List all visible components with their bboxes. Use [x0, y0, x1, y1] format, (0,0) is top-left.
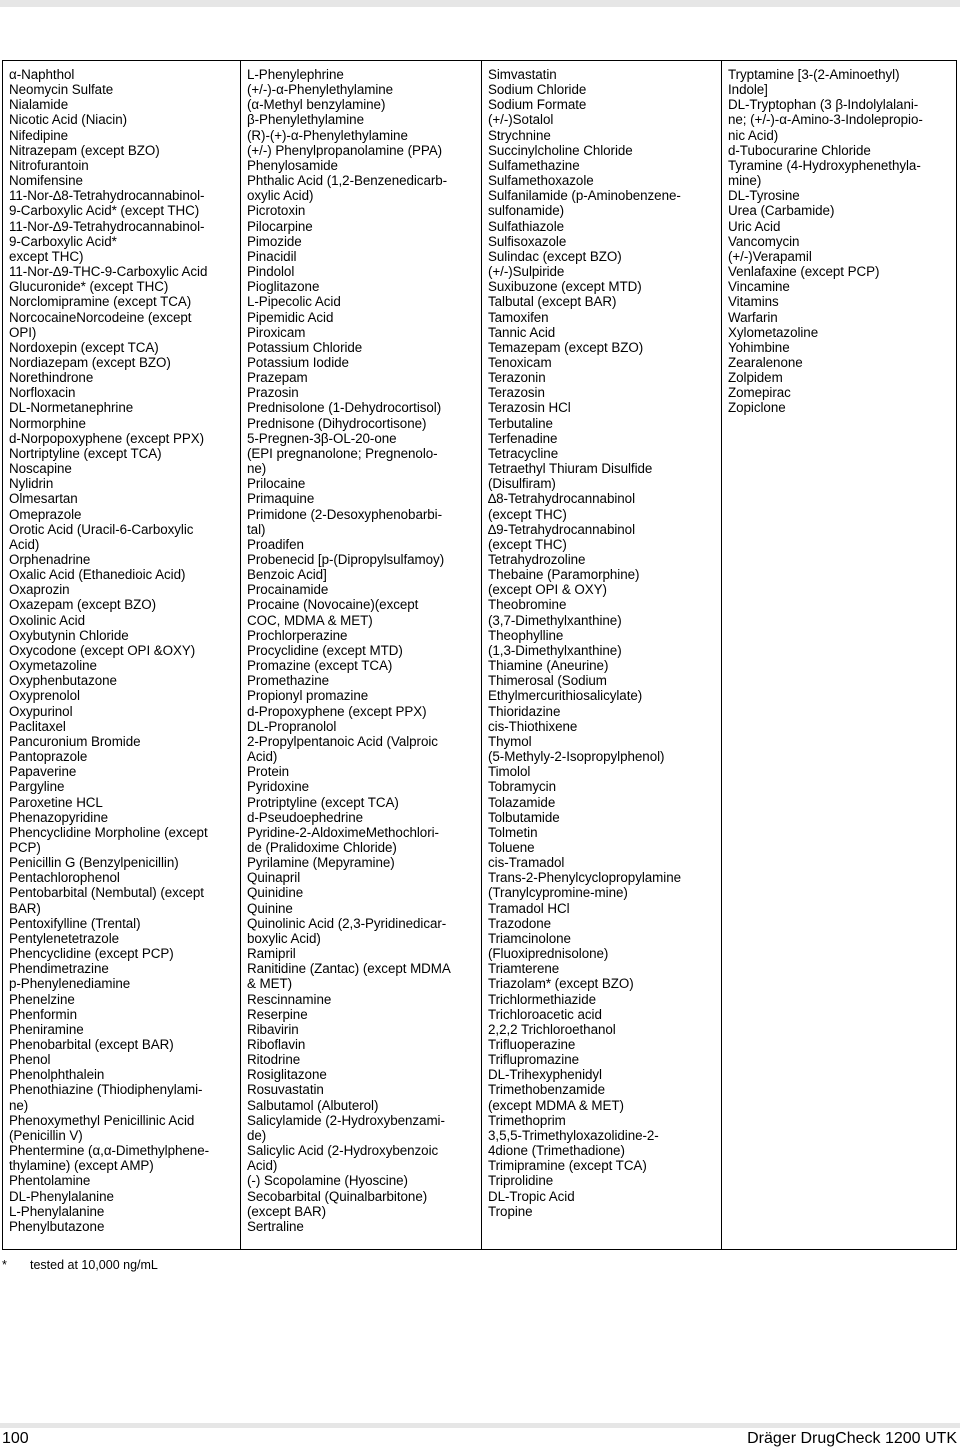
substance-entry: p-Phenylenediamine	[9, 976, 131, 992]
substance-entry: Phendimetrazine	[9, 961, 109, 977]
substance-entry: Sertraline	[247, 1218, 304, 1234]
substance-entry: Theobromine (3,7-Dimethylxanthine)	[488, 597, 622, 628]
substance-entry: Nitrazepam (except BZO)	[9, 142, 160, 158]
substance-entry: L-Pipecolic Acid	[247, 294, 341, 310]
substance-entry: Prochlorperazine	[247, 627, 348, 643]
substance-entry: Triamterene	[488, 961, 560, 977]
substance-entry: β-Phenylethylamine	[247, 112, 364, 128]
substance-entry: d-Norpopoxyphene (except PPX)	[9, 430, 205, 446]
substance-entry: Pantoprazole	[9, 749, 88, 765]
substance-entry: Oxybutynin Chloride	[9, 627, 129, 643]
substance-entry: Procaine (Novocaine)(except COC, MDMA & MET)	[247, 597, 419, 628]
substance-entry: Phenolphthalein	[9, 1067, 105, 1083]
substance-entry: Prazosin	[247, 385, 299, 401]
substance-entry: Triflupromazine	[488, 1052, 580, 1068]
substance-entry: Olmesartan	[9, 491, 78, 507]
page-number: 100	[2, 1430, 29, 1447]
substance-entry: DL-Tryptophan (3 β-Indolylalani- ne; (+/-)-α-Amino-3-Indolepropio- nic Acid)	[728, 97, 923, 143]
footnote-mark: *	[2, 1258, 7, 1272]
substance-entry: cis-Thiothixene	[488, 718, 578, 734]
substance-entry: Phentermine (α,α-Dimethylphene- thylamine) (except AMP)	[9, 1143, 209, 1174]
top-rule	[0, 0, 960, 7]
substance-entry: Sulfamethoxazole	[488, 173, 594, 189]
substance-entry: (+/-) Phenylpropanolamine (PPA)	[247, 142, 443, 158]
substance-entry: Trimethobenzamide (except MDMA & MET)	[488, 1082, 624, 1113]
substance-entry: Noscapine	[9, 461, 72, 477]
substance-entry: Nialamide	[9, 97, 69, 113]
substance-entry: Vitamins	[728, 294, 779, 310]
substance-entry: Zolpidem	[728, 370, 783, 386]
substance-entry: Nitrofurantoin	[9, 157, 89, 173]
substance-entry: Succinylcholine Chloride	[488, 142, 633, 158]
substance-entry: Nordoxepin (except TCA)	[9, 339, 159, 355]
substance-entry: Prazepam	[247, 370, 308, 386]
substance-entry: Norfloxacin	[9, 385, 76, 401]
substance-entry: Pilocarpine	[247, 218, 313, 234]
substance-entry: Warfarin	[728, 309, 778, 325]
substance-entry: Neomycin Sulfate	[9, 82, 114, 98]
substance-entry: 5-Pregnen-3β-OL-20-one (EPI pregnanolone; Pregnenolo- ne)	[247, 430, 438, 477]
substance-entry: Prednisolone (1-Dehydrocortisol)	[247, 400, 442, 416]
substance-entry: Oxyprenolol	[9, 688, 80, 704]
substance-entry: d-Pseudoephedrine	[247, 809, 364, 825]
substance-entry: (+/-)-α-Phenylethylamine (α-Methyl benzylamine)	[247, 82, 394, 113]
substance-entry: Yohimbine	[728, 339, 790, 355]
substance-entry: Terazosin HCl	[488, 400, 571, 416]
substance-entry: Strychnine	[488, 127, 551, 143]
substance-entry: Uric Acid	[728, 218, 781, 234]
substance-entry: Nicotic Acid (Niacin)	[9, 112, 128, 128]
substance-entry: Nylidrin	[9, 476, 54, 492]
substance-entry: Trazodone	[488, 915, 552, 931]
substance-entry: Paroxetine HCL	[9, 794, 103, 810]
substance-entry: Tobramycin	[488, 779, 556, 795]
substance-entry: Primaquine	[247, 491, 315, 507]
substance-entry: Tolazamide	[488, 794, 556, 810]
substance-entry: Phenothiazine (Thiodiphenylami- ne)	[9, 1082, 203, 1113]
substance-column-4	[722, 61, 956, 1249]
substance-entry: Trans-2-Phenylcyclopropylamine (Tranylcypromine-mine)	[488, 870, 681, 901]
substance-entry: Penicillin G (Benzylpenicillin)	[9, 855, 179, 871]
substance-column-2	[241, 61, 482, 1249]
substance-entry: Sodium Chloride	[488, 82, 587, 98]
substance-entry: Triamcinolone (Fluoxiprednisolone)	[488, 930, 609, 962]
substance-entry: (+/-)Verapamil	[728, 248, 812, 264]
substance-entry: Oxymetazoline	[9, 658, 97, 674]
substance-entry: 3,5,5-Trimethyloxazolidine-2- 4dione (Trimethadione)	[488, 1127, 659, 1159]
document-title: Dräger DrugCheck 1200 UTK	[747, 1430, 957, 1447]
substance-entry: Triazolam* (except BZO)	[488, 976, 634, 992]
substance-entry: Zopiclone	[728, 400, 786, 416]
substance-entry: Tetrahydrozoline	[488, 552, 586, 567]
substance-entry: Zomepirac	[728, 385, 791, 401]
substance-entry: Pancuronium Bromide	[9, 733, 141, 749]
substance-entry: Phenylosamide	[247, 157, 338, 173]
substance-entry: Phenol	[9, 1052, 51, 1068]
substance-entry: Ramipril	[247, 946, 296, 962]
substance-entry: Toluene	[488, 839, 535, 855]
substance-entry: Tropine	[488, 1203, 533, 1219]
substance-entry: d-Tubocurarine Chloride	[728, 142, 871, 158]
substance-entry: Tolbutamide	[488, 809, 560, 825]
substance-entry: Terazonin	[488, 370, 546, 386]
substance-entry: Trimethoprim	[488, 1112, 566, 1128]
substance-entry: α-Naphthol	[9, 67, 75, 82]
substance-entry: Pindolol	[247, 264, 295, 280]
substance-entry: 11-Nor-∆8-Tetrahydrocannabinol- 9-Carboxylic Acid* (except THC)	[9, 188, 205, 219]
substance-entry: Orphenadrine	[9, 552, 91, 567]
substance-entry: Oxycodone (except OPI &OXY)	[9, 642, 196, 658]
substance-entry: ∆8-Tetrahydrocannabinol (except THC)	[488, 491, 635, 522]
substance-entry: Oxazepam (except BZO)	[9, 597, 157, 613]
substance-entry: Sulindac (except BZO)	[488, 248, 622, 264]
substance-entry: ∆9-Tetrahydrocannabinol (except THC)	[488, 521, 635, 552]
substance-entry: Oxalic Acid (Ethanedioic Acid)	[9, 567, 186, 583]
substance-entry: 2,2,2 Trichloroethanol	[488, 1021, 616, 1037]
substance-entry: Xylometazoline	[728, 324, 819, 340]
substance-entry: Oxaprozin	[9, 582, 70, 598]
substance-entry: Phentolamine	[9, 1173, 91, 1189]
substance-entry: Phencyclidine Morpholine (except PCP)	[9, 824, 208, 855]
substance-entry: Nifedipine	[9, 127, 69, 143]
substance-entry: Paclitaxel	[9, 718, 66, 734]
substance-entry: Tryptamine [3-(2-Aminoethyl) Indole]	[728, 67, 900, 98]
substance-entry: DL-Phenylalanine	[9, 1188, 114, 1204]
substance-entry: Ritodrine	[247, 1052, 301, 1068]
footnote-text: tested at 10,000 ng/mL	[30, 1258, 158, 1272]
substance-entry: Tyramine (4-Hydroxyphenethyla- mine)	[728, 157, 921, 189]
substance-entry: Thymol (5-Methyly-2-Isopropylphenol)	[488, 733, 665, 765]
substance-entry: Trichlormethiazide	[488, 991, 596, 1007]
substance-entry: Rosuvastatin	[247, 1082, 324, 1098]
substance-entry: Potassium Chloride	[247, 339, 363, 355]
bottom-rule	[0, 1423, 960, 1428]
substance-entry: Tramadol HCl	[488, 900, 570, 916]
substance-entry: Quinapril	[247, 870, 301, 886]
substance-entry: Timolol	[488, 764, 531, 780]
substance-entry: Vancomycin	[728, 233, 800, 249]
substance-entry: Pentoxifylline (Trental)	[9, 915, 141, 931]
substance-entry: Quinidine	[247, 885, 304, 901]
substance-entry: Procainamide	[247, 582, 329, 598]
substance-entry: Pyrilamine (Mepyramine)	[247, 855, 395, 871]
substance-table	[2, 60, 957, 1250]
substance-entry: DL-Tropic Acid	[488, 1188, 575, 1204]
substance-entry: Vincamine	[728, 279, 790, 295]
substance-entry: Orotic Acid (Uracil-6-Carboxylic Acid)	[9, 521, 194, 552]
substance-entry: Sodium Formate	[488, 97, 587, 113]
substance-entry: Tetraethyl Thiuram Disulfide (Disulfiram)	[488, 461, 653, 492]
substance-entry: Simvastatin	[488, 67, 557, 82]
substance-entry: Protriptyline (except TCA)	[247, 794, 399, 810]
substance-entry: (+/-)Sotalol	[488, 112, 554, 128]
substance-entry: Thebaine (Paramorphine) (except OPI & OXY)	[488, 567, 640, 598]
substance-entry: Phenoxymethyl Penicillinic Acid (Penicillin V)	[9, 1112, 195, 1143]
substance-entry: Sulfamethazine	[488, 157, 580, 173]
substance-entry: 2-Propylpentanoic Acid (Valproic Acid)	[247, 733, 438, 765]
substance-column-3	[482, 61, 722, 1249]
substance-entry: Piroxicam	[247, 324, 306, 340]
substance-entry: Reserpine	[247, 1006, 308, 1022]
substance-entry: Promazine (except TCA)	[247, 658, 393, 674]
substance-entry: Zearalenone	[728, 354, 803, 370]
substance-entry: Thimerosal (Sodium Ethylmercurithiosalicylate)	[488, 673, 643, 704]
substance-entry: Quinine	[247, 900, 293, 916]
substance-entry: Venlafaxine (except PCP)	[728, 264, 880, 280]
substance-entry: Terazosin	[488, 385, 545, 401]
substance-entry: Pyridine-2-AldoximeMethochlori- de (Pralidoxime Chloride)	[247, 824, 439, 855]
substance-entry: Ranitidine (Zantac) (except MDMA & MET)	[247, 961, 451, 992]
substance-entry: (R)-(+)-α-Phenylethylamine	[247, 127, 408, 143]
substance-entry: Sulfisoxazole	[488, 233, 567, 249]
substance-entry: Omeprazole	[9, 506, 82, 522]
substance-entry: Potassium Iodide	[247, 354, 349, 370]
substance-entry: Oxyphenbutazone	[9, 673, 117, 689]
substance-entry: Ribavirin	[247, 1021, 299, 1037]
substance-column-1	[3, 61, 241, 1249]
substance-entry: Theophylline (1,3-Dimethylxanthine)	[488, 627, 622, 658]
substance-entry: Tetracycline	[488, 445, 559, 461]
substance-entry: Proadifen	[247, 536, 304, 552]
substance-entry: Nordiazepam (except BZO)	[9, 354, 171, 370]
substance-entry: Quinolinic Acid (2,3-Pyridinedicar- boxylic Acid)	[247, 915, 447, 946]
substance-entry: Trichloroacetic acid	[488, 1006, 602, 1022]
substance-entry: Phthalic Acid (1,2-Benzenedicarb- oxylic Acid)	[247, 173, 448, 204]
substance-entry: Terfenadine	[488, 430, 558, 446]
substance-entry: Pimozide	[247, 233, 302, 249]
substance-entry: Nomifensine	[9, 173, 83, 189]
substance-entry: Triprolidine	[488, 1173, 554, 1189]
substance-entry: Phenazopyridine	[9, 809, 109, 825]
substance-entry: Norclomipramine (except TCA)	[9, 294, 192, 310]
substance-entry: Phenelzine	[9, 991, 75, 1007]
substance-entry: Tenoxicam	[488, 354, 552, 370]
substance-entry: DL-Trihexyphenidyl	[488, 1067, 602, 1083]
substance-entry: Thioridazine	[488, 703, 561, 719]
substance-entry: Oxypurinol	[9, 703, 73, 719]
substance-entry: DL-Normetanephrine	[9, 400, 134, 416]
substance-entry: Primidone (2-Desoxyphenobarbi- tal)	[247, 506, 442, 537]
substance-entry: Tolmetin	[488, 824, 538, 840]
substance-entry: Probenecid [p-(Dipropylsulfamoy) Benzoic Acid]	[247, 552, 445, 583]
substance-entry: Urea (Carbamide)	[728, 203, 835, 219]
substance-entry: Propionyl promazine	[247, 688, 369, 704]
substance-entry: (+/-)Sulpiride	[488, 264, 565, 280]
substance-entry: Sulfanilamide (p-Aminobenzene- sulfonamide)	[488, 188, 681, 219]
footnote	[2, 1258, 158, 1272]
substance-entry: Tamoxifen	[488, 309, 549, 325]
substance-entry: Riboflavin	[247, 1037, 306, 1052]
substance-entry: Salicylamide (2-Hydroxybenzami- de)	[247, 1112, 445, 1143]
substance-entry: Prednisone (Dihydrocortisone)	[247, 415, 427, 431]
substance-entry: L-Phenylalanine	[9, 1203, 105, 1219]
substance-entry: Tannic Acid	[488, 324, 556, 340]
substance-entry: Terbutaline	[488, 415, 553, 431]
substance-entry: Phencyclidine (except PCP)	[9, 946, 174, 962]
substance-entry: Picrotoxin	[247, 203, 306, 219]
substance-entry: Normorphine	[9, 415, 86, 431]
substance-entry: Pentobarbital (Nembutal) (except BAR)	[9, 885, 204, 916]
substance-entry: Prilocaine	[247, 476, 306, 492]
substance-entry: Trimipramine (except TCA)	[488, 1158, 647, 1174]
substance-entry: d-Propoxyphene (except PPX)	[247, 703, 427, 719]
substance-entry: DL-Tyrosine	[728, 188, 800, 204]
substance-entry: Rescinnamine	[247, 991, 332, 1007]
substance-entry: Pinacidil	[247, 248, 297, 264]
substance-entry: Pioglitazone	[247, 279, 320, 295]
substance-entry: Salicylic Acid (2-Hydroxybenzoic Acid)	[247, 1143, 439, 1174]
substance-entry: Talbutal (except BAR)	[488, 294, 617, 310]
substance-entry: Thiamine (Aneurine)	[488, 658, 609, 674]
substance-entry: DL-Propranolol	[247, 718, 337, 734]
substance-entry: Trifluoperazine	[488, 1037, 576, 1052]
substance-entry: Pyridoxine	[247, 779, 310, 795]
substance-entry: Pargyline	[9, 779, 65, 795]
substance-entry: Phenobarbital (except BAR)	[9, 1037, 174, 1052]
substance-entry: Temazepam (except BZO)	[488, 339, 644, 355]
substance-entry: Pheniramine	[9, 1021, 84, 1037]
substance-entry: Oxolinic Acid	[9, 612, 86, 628]
substance-entry: 11-Nor-∆9-THC-9-Carboxylic Acid Glucuronide* (except THC)	[9, 264, 208, 295]
substance-entry: Pipemidic Acid	[247, 309, 334, 325]
substance-entry: Pentachlorophenol	[9, 870, 120, 886]
substance-entry: Suxibuzone (except MTD)	[488, 279, 642, 295]
substance-entry: Promethazine	[247, 673, 330, 689]
substance-entry: Sulfathiazole	[488, 218, 565, 234]
substance-entry: Phenylbutazone	[9, 1218, 105, 1234]
substance-entry: Pentylenetetrazole	[9, 930, 120, 946]
substance-entry: Nortriptyline (except TCA)	[9, 445, 162, 461]
substance-entry: Papaverine	[9, 764, 77, 780]
substance-entry: NorcocaineNorcodeine (except OPI)	[9, 309, 192, 340]
substance-entry: cis-Tramadol	[488, 855, 565, 871]
substance-entry: Protein	[247, 764, 290, 780]
substance-entry: Norethindrone	[9, 370, 94, 386]
substance-entry: Salbutamol (Albuterol)	[247, 1097, 379, 1113]
substance-entry: (-) Scopolamine (Hyoscine)	[247, 1173, 408, 1189]
substance-entry: Secobarbital (Quinalbarbitone) (except BAR)	[247, 1188, 428, 1219]
substance-entry: Rosiglitazone	[247, 1067, 327, 1083]
substance-entry: Procyclidine (except MTD)	[247, 642, 403, 658]
substance-entry: L-Phenylephrine	[247, 67, 344, 82]
substance-entry: Phenformin	[9, 1006, 77, 1022]
substance-entry: 11-Nor-∆9-Tetrahydrocannabinol- 9-Carboxylic Acid* except THC)	[9, 218, 205, 264]
